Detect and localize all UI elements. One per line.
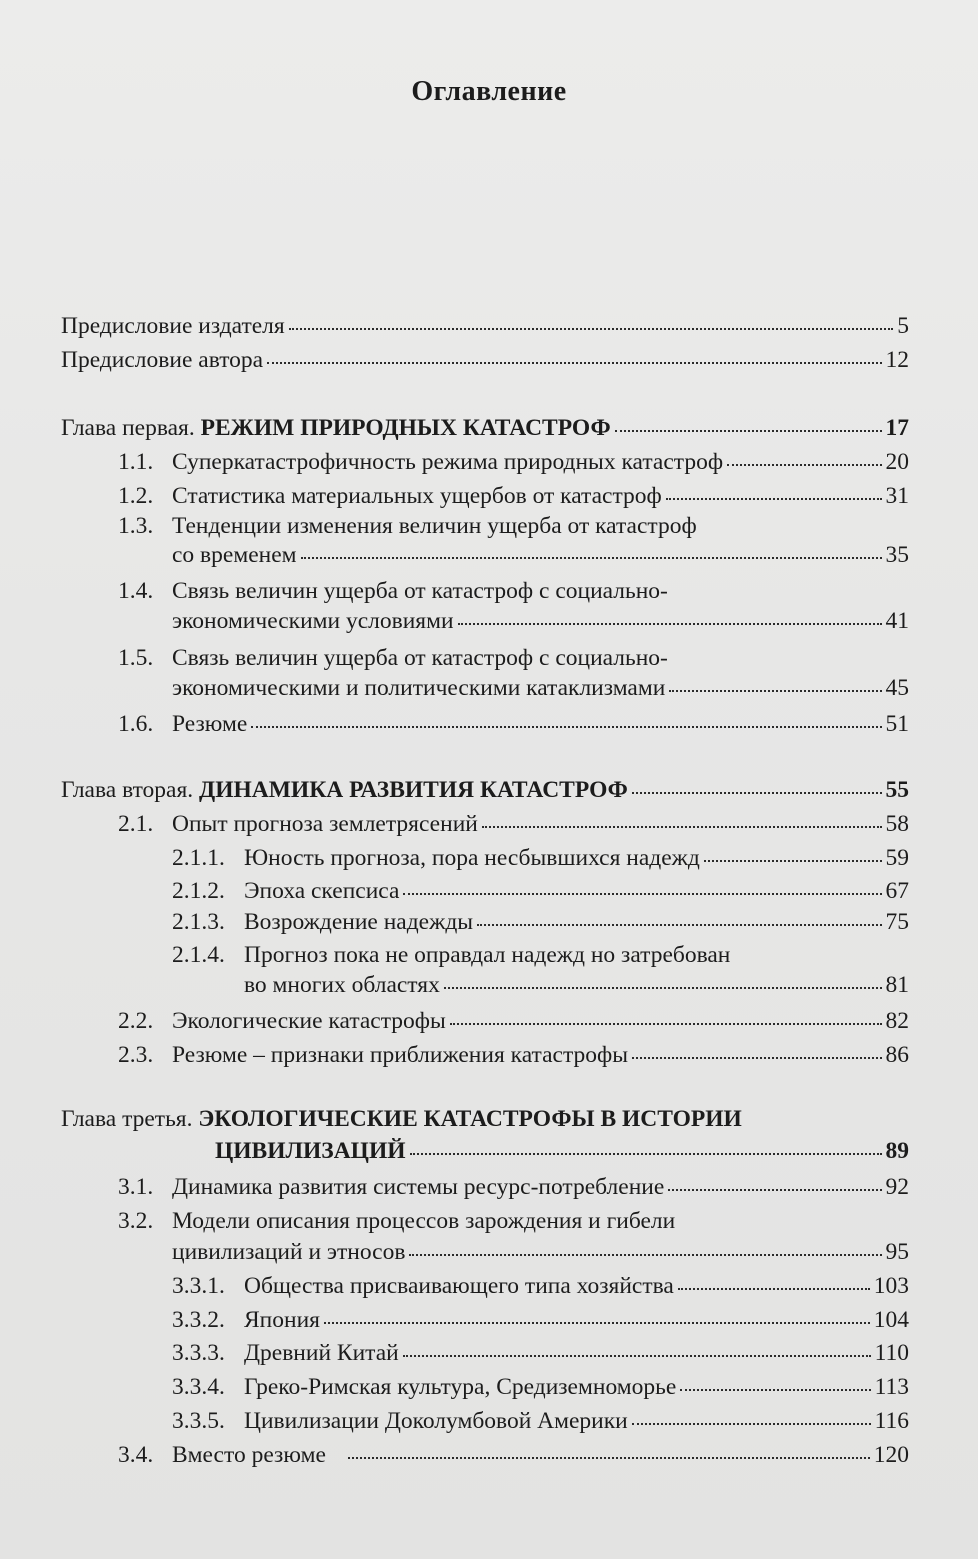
toc-subsection-3-3-3 xyxy=(172,1338,909,1368)
dot-leader xyxy=(668,1189,881,1191)
toc-entry-text: Общества присваивающего типа хозяйства xyxy=(244,1273,674,1299)
toc-page-number: 116 xyxy=(874,1408,909,1434)
toc-entry-text: Прогноз пока не оправдал надежд но затребован xyxy=(244,942,731,968)
dot-leader xyxy=(482,826,882,828)
toc-section-3-1 xyxy=(118,1172,909,1202)
section-number: 3.3.1. xyxy=(172,1273,225,1299)
toc-entry-text: Цивилизации Доколумбовой Америки xyxy=(244,1408,628,1434)
toc-page-number: 82 xyxy=(885,1008,909,1034)
toc-page-number: 81 xyxy=(885,972,909,998)
toc-section-1-4-line1 xyxy=(118,576,668,606)
toc-entry-text: во многих областях xyxy=(244,972,440,998)
toc-section-2-3 xyxy=(118,1040,909,1070)
section-number: 3.3.4. xyxy=(172,1374,225,1400)
section-number: 1.6. xyxy=(118,711,154,737)
toc-subsection-2-1-1 xyxy=(172,843,909,873)
toc-page-number: 55 xyxy=(885,777,909,803)
dot-leader xyxy=(678,1288,870,1290)
toc-page-number: 5 xyxy=(897,313,909,339)
dot-leader xyxy=(450,1023,882,1025)
section-number: 3.4. xyxy=(118,1442,154,1468)
toc-entry-text: Связь величин ущерба от катастроф с социально- xyxy=(172,578,668,604)
dot-leader xyxy=(444,987,882,989)
section-number: 3.3.3. xyxy=(172,1340,225,1366)
page-title: Оглавление xyxy=(411,76,567,107)
section-number: 3.1. xyxy=(118,1174,154,1200)
dot-leader xyxy=(403,1355,871,1357)
dot-leader xyxy=(251,726,881,728)
toc-page-number: 104 xyxy=(873,1307,909,1333)
toc-entry-text: Связь величин ущерба от катастроф с социально- xyxy=(172,645,668,671)
toc-subsection-2-1-2 xyxy=(172,876,909,906)
toc-subsection-2-1-4-line1 xyxy=(172,940,730,970)
section-number: 2.2. xyxy=(118,1008,154,1034)
section-number: 2.1.1. xyxy=(172,845,225,871)
section-number: 1.1. xyxy=(118,449,154,475)
toc-entry-text: Тенденции изменения величин ущерба от катастроф xyxy=(172,513,697,539)
toc-section-2-1 xyxy=(118,809,909,839)
toc-page-number: 58 xyxy=(885,811,909,837)
toc-page-number: 35 xyxy=(885,542,909,568)
toc-entry-text: Модели описания процессов зарождения и гибели xyxy=(172,1208,676,1234)
dot-leader xyxy=(632,792,882,794)
toc-page-number: 20 xyxy=(885,449,909,475)
toc-subsection-3-3-1 xyxy=(172,1271,909,1301)
dot-leader xyxy=(727,464,881,466)
chapter-title: ЭКОЛОГИЧЕСКИЕ КАТАСТРОФЫ В ИСТОРИИ xyxy=(198,1106,742,1132)
toc-section-2-2 xyxy=(118,1006,909,1036)
toc-chapter-1 xyxy=(61,413,909,443)
toc-subsection-3-3-2 xyxy=(172,1305,909,1335)
chapter-label: Глава третья. xyxy=(61,1106,193,1132)
toc-entry-text: Греко-Римская культура, Средиземноморье xyxy=(244,1374,677,1400)
section-number: 2.1.2. xyxy=(172,878,225,904)
section-number: 3.2. xyxy=(118,1208,154,1234)
toc-page-number: 45 xyxy=(885,675,909,701)
section-number: 3.3.2. xyxy=(172,1307,225,1333)
dot-leader xyxy=(324,1322,870,1324)
toc-section-1-5-line1 xyxy=(118,643,668,673)
toc-entry-text: Древний Китай xyxy=(244,1340,399,1366)
toc-page-number: 12 xyxy=(885,347,909,373)
section-number: 2.1.3. xyxy=(172,909,225,935)
dot-leader xyxy=(669,690,881,692)
dot-leader xyxy=(409,1254,881,1256)
toc-page-number: 92 xyxy=(885,1174,909,1200)
dot-leader xyxy=(458,623,882,625)
dot-leader xyxy=(666,498,882,500)
toc-page-number: 95 xyxy=(885,1239,909,1265)
dot-leader xyxy=(267,362,881,364)
toc-entry-text: Резюме – признаки приближения катастрофы xyxy=(172,1042,629,1068)
dot-leader xyxy=(348,1457,870,1459)
chapter-title: РЕЖИМ ПРИРОДНЫХ КАТАСТРОФ xyxy=(200,415,611,441)
toc-entry-text: Япония xyxy=(244,1307,320,1333)
section-number: 3.3.5. xyxy=(172,1408,225,1434)
section-number: 1.4. xyxy=(118,578,154,604)
toc-section-1-4-line2 xyxy=(172,606,909,636)
toc-section-3-4 xyxy=(118,1440,909,1470)
toc-subsection-3-3-5 xyxy=(172,1406,909,1436)
toc-page-number: 59 xyxy=(885,845,909,871)
toc-page-number: 89 xyxy=(885,1138,909,1164)
toc-entry-text: Суперкатастрофичность режима природных катастроф xyxy=(172,449,724,475)
toc-entry-text: Статистика материальных ущербов от катастроф xyxy=(172,483,662,509)
toc-entry-text: экономическими условиями xyxy=(172,608,454,634)
toc-entry-text: Предисловие издателя xyxy=(61,313,285,339)
chapter-label: Глава вторая. xyxy=(61,777,194,803)
toc-page-number: 41 xyxy=(885,608,909,634)
toc-entry-text: Вместо резюме xyxy=(172,1442,326,1468)
toc-page-number: 110 xyxy=(874,1340,909,1366)
section-number: 1.3. xyxy=(118,513,154,539)
section-number: 1.5. xyxy=(118,645,154,671)
toc-entry-text: цивилизаций и этносов xyxy=(172,1239,406,1265)
toc-page-number: 67 xyxy=(885,878,909,904)
toc-entry-text: Предисловие автора xyxy=(61,347,264,373)
toc-page-number: 103 xyxy=(873,1273,909,1299)
toc-entry-text: Опыт прогноза землетрясений xyxy=(172,811,478,837)
toc-entry-text: Возрождение надежды xyxy=(244,909,474,935)
section-number: 2.1.4. xyxy=(172,942,225,968)
toc-page-number: 86 xyxy=(885,1042,909,1068)
toc-section-3-2-line2 xyxy=(172,1237,909,1267)
toc-subsection-2-1-4-line2 xyxy=(244,970,909,1000)
toc-subsection-2-1-3 xyxy=(172,907,909,937)
toc-section-1-1 xyxy=(118,447,909,477)
dot-leader xyxy=(477,924,881,926)
section-number: 1.2. xyxy=(118,483,154,509)
toc-section-1-5-line2 xyxy=(172,673,909,703)
dot-leader xyxy=(704,860,882,862)
toc-page-number: 31 xyxy=(885,483,909,509)
section-number: 2.3. xyxy=(118,1042,154,1068)
toc-chapter-3-line1 xyxy=(61,1104,742,1134)
toc-entry-text: Экологические катастрофы xyxy=(172,1008,446,1034)
toc-section-1-3-line1 xyxy=(118,511,697,541)
toc-page-number: 120 xyxy=(873,1442,909,1468)
dot-leader xyxy=(680,1389,870,1391)
toc-chapter-3-line2 xyxy=(215,1136,909,1166)
toc-entry-text: Динамика развития системы ресурс-потребление xyxy=(172,1174,665,1200)
toc-page-number: 113 xyxy=(874,1374,909,1400)
chapter-label: Глава первая. xyxy=(61,415,195,441)
toc-section-1-2 xyxy=(118,481,909,511)
dot-leader xyxy=(615,430,882,432)
toc-entry-preface-author xyxy=(61,345,909,375)
toc-page-number: 51 xyxy=(885,711,909,737)
toc-section-1-6 xyxy=(118,709,909,739)
toc-section-3-2-line1 xyxy=(118,1206,675,1236)
toc-page-number: 75 xyxy=(885,909,909,935)
toc-entry-text: экономическими и политическими катаклизмами xyxy=(172,675,666,701)
toc-page-number: 17 xyxy=(885,415,909,441)
toc-chapter-2 xyxy=(61,775,909,805)
toc-entry-text: Резюме xyxy=(172,711,248,737)
section-number: 2.1. xyxy=(118,811,154,837)
toc-entry-preface-publisher xyxy=(61,311,909,341)
dot-leader xyxy=(301,557,882,559)
dot-leader xyxy=(403,893,881,895)
toc-entry-text: со временем xyxy=(172,542,297,568)
chapter-title: ЦИВИЛИЗАЦИЙ xyxy=(215,1138,406,1164)
toc-section-1-3-line2 xyxy=(172,540,909,570)
toc-entry-text: Юность прогноза, пора несбывшихся надежд xyxy=(244,845,700,871)
dot-leader xyxy=(632,1057,881,1059)
dot-leader xyxy=(632,1423,871,1425)
toc-entry-text: Эпоха скепсиса xyxy=(244,878,400,904)
chapter-title: ДИНАМИКА РАЗВИТИЯ КАТАСТРОФ xyxy=(199,777,628,803)
dot-leader xyxy=(289,328,894,330)
dot-leader xyxy=(410,1153,882,1155)
toc-subsection-3-3-4 xyxy=(172,1372,909,1402)
